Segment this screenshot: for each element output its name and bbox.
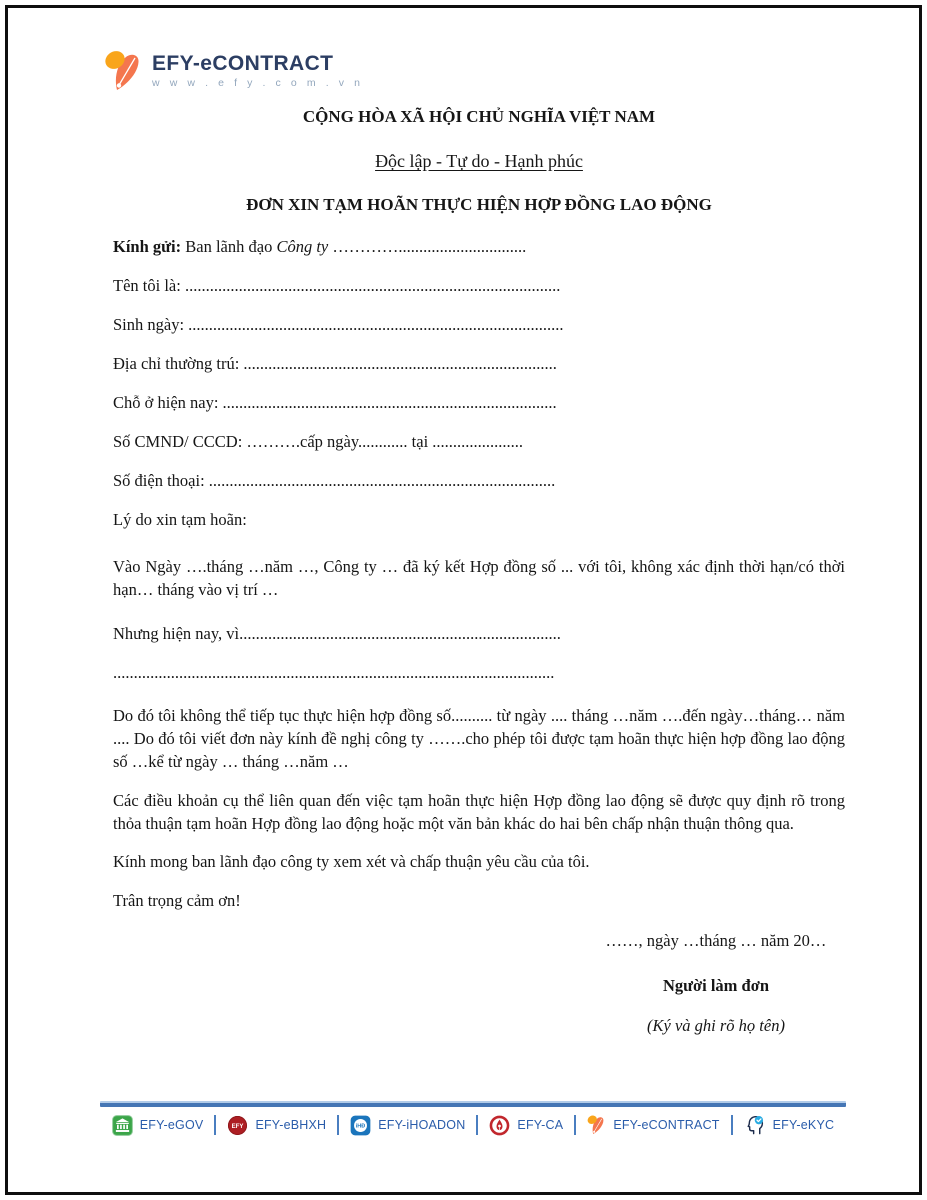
intro-paragraph: Vào Ngày ….tháng …năm …, Công ty … đã ký kết Hợp đồng số ... với tôi, không xác định thời hạn/có thời hạn… tháng vào vị trí …	[113, 557, 845, 599]
brand-efy-ekyc[interactable]	[733, 1114, 846, 1136]
brand-label: EFY-eGOV	[139, 1118, 204, 1132]
brand-label: EFY-eCONTRACT	[613, 1118, 720, 1132]
field-id-number: Số CMND/ CCCD: ……….cấp ngày............ tại ......................	[113, 432, 524, 451]
brand-label: EFY-iHOADON	[378, 1118, 466, 1132]
field-current-address: Chỗ ở hiện nay: .................................................................................	[113, 393, 557, 412]
field-name: Tên tôi là: ...........................................................................................	[113, 276, 561, 295]
thanks-paragraph: Trân trọng cảm ơn!	[113, 891, 241, 910]
recipient-company: Công ty	[276, 237, 329, 256]
brand-efy-ihoadon[interactable]	[339, 1115, 476, 1136]
signature-date-line: ……, ngày …tháng … năm 20…	[605, 931, 827, 950]
ihd-invoice-icon	[350, 1115, 371, 1136]
but-now-paragraph: Nhưng hiện nay, vì..............................................................................	[113, 624, 561, 643]
footer	[100, 1101, 846, 1136]
recipient-label: Kính gửi:	[113, 237, 182, 256]
recipient-text: Ban lãnh đạo	[181, 237, 277, 256]
footer-divider-line	[100, 1101, 846, 1107]
national-title: CỘNG HÒA XÃ HỘI CHỦ NGHĨA VIỆT NAM	[302, 107, 656, 126]
recipient-dots: …………...............................	[328, 237, 527, 256]
brand-efy-ca[interactable]	[478, 1115, 574, 1136]
brand-efy-egov[interactable]	[101, 1115, 215, 1136]
brand-label: EFY-eKYC	[772, 1118, 835, 1132]
brand-label: EFY-CA	[517, 1118, 564, 1132]
terms-paragraph: Các điều khoản cụ thể liên quan đến việc tạm hoãn thực hiện Hợp đồng lao động sẽ được quy định rõ trong thỏa thuận tạm hoãn Hợp đồng lao động hoặc một văn bản khác do hai bên chấp nhận thuận thông qua.	[113, 791, 845, 833]
signature-role: Người làm đơn	[662, 976, 770, 995]
government-building-icon	[112, 1115, 133, 1136]
footer-brand-row	[100, 1114, 846, 1136]
svg-text:EFY: EFY	[232, 1123, 244, 1130]
recipient-line	[113, 235, 845, 258]
document-body	[113, 0, 845, 1037]
pen-nib-icon	[489, 1115, 510, 1136]
reason-label: Lý do xin tạm hoãn:	[113, 510, 247, 529]
brand-efy-econtract[interactable]	[576, 1114, 730, 1136]
appeal-paragraph: Kính mong ban lãnh đạo công ty xem xét và chấp thuận yêu cầu của tôi.	[113, 852, 590, 871]
document-title: ĐƠN XIN TẠM HOÃN THỰC HIỆN HỢP ĐỒNG LAO ĐỘNG	[246, 195, 712, 214]
field-birthdate: Sinh ngày: ...........................................................................................	[113, 315, 564, 334]
logo-website: w w w . e f y . c o m . v n	[152, 77, 364, 89]
signature-block	[587, 929, 845, 1037]
request-paragraph: Do đó tôi không thể tiếp tục thực hiện hợp đồng số.......... từ ngày .... tháng …năm ….đến ngày…tháng… năm .... Do đó tôi viết đơn này kính đề nghị công ty …….cho phép tôi được tạm hoãn thực hiện hợp đồng lao động số …kể từ ngày … tháng …năm …	[113, 706, 845, 771]
face-id-check-icon	[744, 1114, 766, 1136]
dotted-line: ...........................................................................................................	[113, 663, 555, 682]
brand-label: EFY-eBHXH	[255, 1118, 327, 1132]
signature-note: (Ký và ghi rõ họ tên)	[647, 1016, 785, 1035]
field-permanent-address: Địa chỉ thường trú: ............................................................................	[113, 354, 557, 373]
field-phone: Số điện thoại: ....................................................................................	[113, 471, 556, 490]
brand-efy-ebhxh[interactable]	[216, 1115, 337, 1136]
logo-title: EFY-eCONTRACT	[152, 52, 334, 75]
national-motto: Độc lập - Tự do - Hạnh phúc	[375, 151, 583, 171]
svg-text:iHĐ: iHĐ	[356, 1122, 366, 1129]
butterfly-icon	[587, 1114, 606, 1136]
efy-red-circle-icon	[227, 1115, 248, 1136]
